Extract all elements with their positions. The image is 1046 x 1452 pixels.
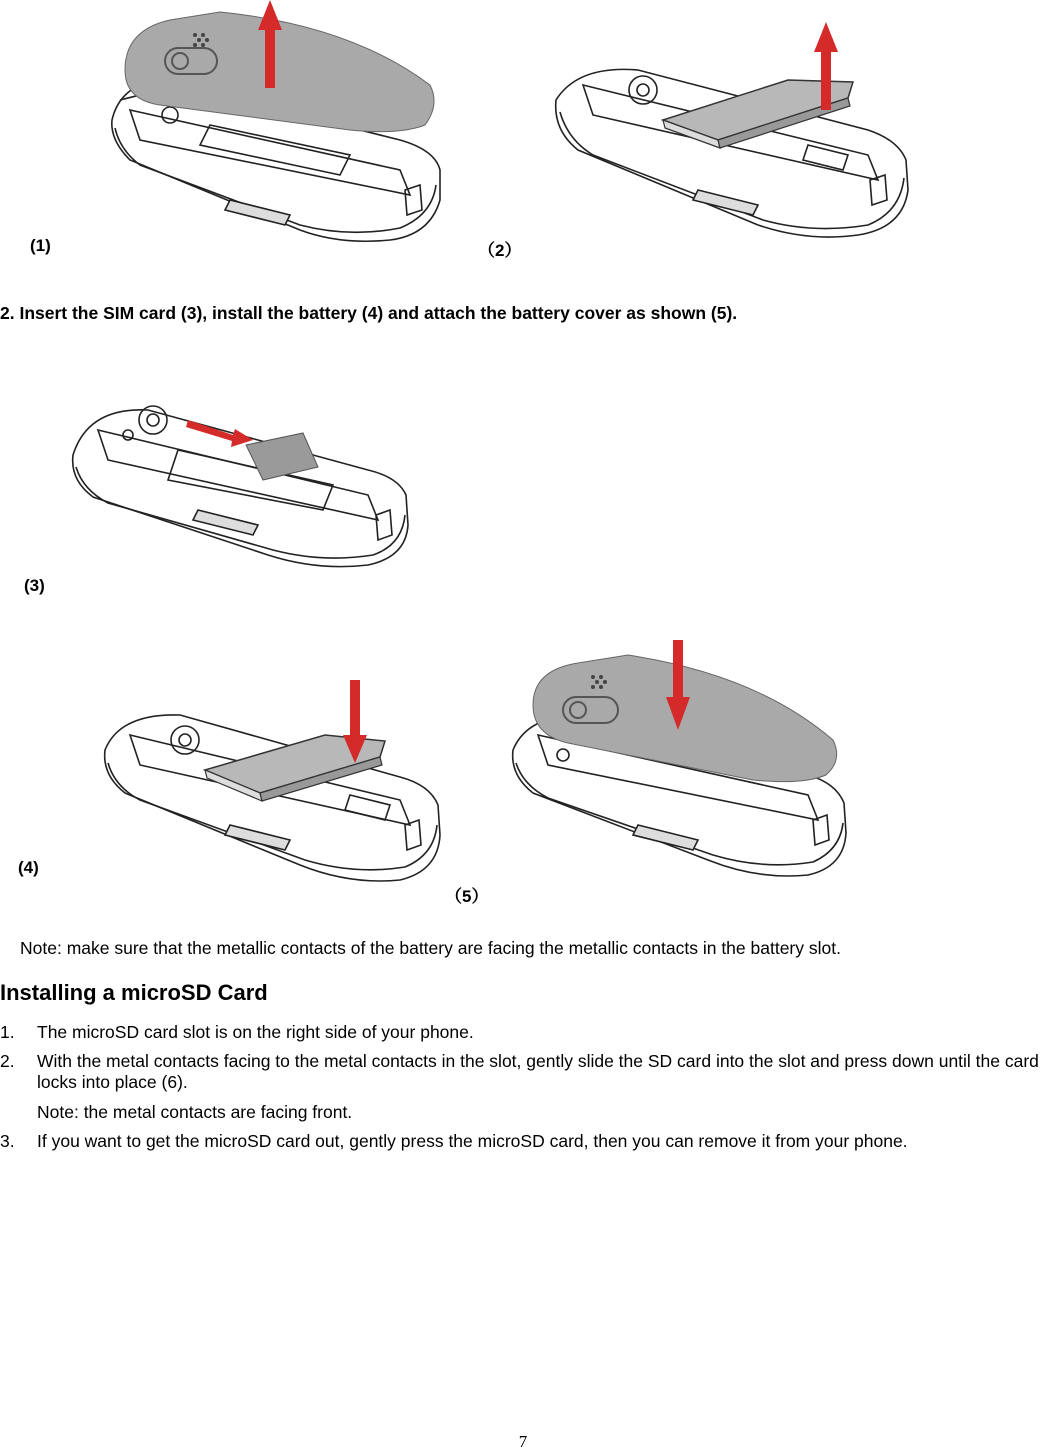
list-item-text: With the metal contacts facing to the metal contacts in the slot, gently slide the SD card into the slot and press down until the card locks into place (6). [37, 1051, 1039, 1092]
figure-5-attach-cover [508, 635, 848, 895]
list-item-number: 1. [0, 1022, 15, 1042]
figure-5-label: （5） [445, 887, 489, 906]
page-number: 7 [518, 1432, 528, 1451]
figure-3-insert-sim [68, 385, 413, 575]
figure-1-label: (1) [30, 236, 51, 255]
list-item-text: The microSD card slot is on the right side of your phone. [37, 1022, 474, 1042]
figure-1-remove-cover [100, 0, 445, 250]
list-item-text: If you want to get the microSD card out, gently press the microSD card, then you can remove it from your phone. [37, 1131, 908, 1151]
section-heading: Installing a microSD Card [0, 980, 268, 1005]
battery-note: Note: make sure that the metallic contacts of the battery are facing the metallic contacts in the battery slot. [20, 938, 841, 958]
figure-4-label: (4) [18, 858, 39, 877]
step-2-instruction: 2. Insert the SIM card (3), install the battery (4) and attach the battery cover as shown (5). [0, 303, 738, 323]
list-item-number: 3. [0, 1131, 15, 1151]
list-item-number: 2. [0, 1051, 15, 1071]
figure-3-label: (3) [24, 576, 45, 595]
figure-2-label: （2） [478, 241, 522, 260]
list-item-note-text: Note: the metal contacts are facing front. [37, 1102, 353, 1122]
figure-2-remove-battery [548, 20, 913, 250]
figure-4-install-battery [100, 675, 445, 900]
